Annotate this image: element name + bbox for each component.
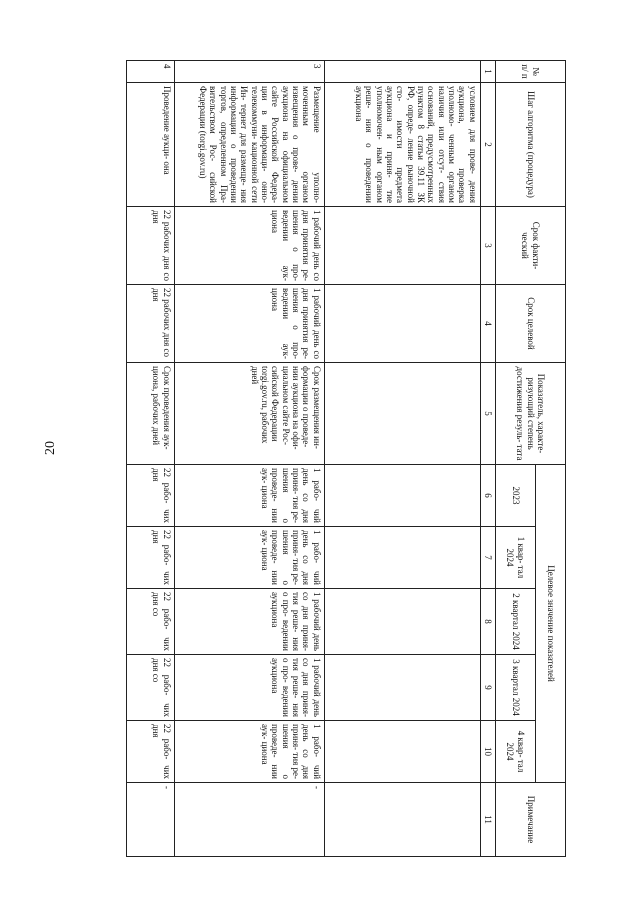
- actual-term-cell: [324, 207, 480, 285]
- value-2023-cell: [324, 465, 480, 527]
- page-number: 20: [43, 441, 58, 455]
- value-q2-cell: [324, 589, 480, 655]
- header-q4-2024: 4 квар- тал 2024: [496, 721, 536, 783]
- row-number: 4: [127, 61, 175, 83]
- target-term-cell: [324, 285, 480, 363]
- column-number: 7: [480, 527, 495, 589]
- header-indicator: Показатель, характе- ризующий степень достижения резуль- тата: [496, 363, 566, 465]
- step-cell: Проведение аукци- она: [127, 83, 175, 207]
- column-number: 5: [480, 363, 495, 465]
- column-number: 2: [480, 83, 495, 207]
- header-q2-2024: 2 квартал 2024: [496, 589, 536, 655]
- header-q3-2024: 3 квартал 2024: [496, 655, 536, 721]
- header-target-term: Срок целевой: [496, 285, 566, 363]
- column-number: 8: [480, 589, 495, 655]
- value-q2-cell: 1 рабочий день со дня приня- тия реше- ния о про- ведении аукциона: [174, 589, 324, 655]
- value-q1-cell: [324, 527, 480, 589]
- value-q1-cell: 22 рабо- чих дня: [127, 527, 175, 589]
- header-note: Примечание: [496, 783, 566, 857]
- value-2023-cell: 1 рабо- чий день со дня приня- тия ре- шения о проведе- нии аук- циона: [174, 465, 324, 527]
- column-number: 3: [480, 207, 495, 285]
- actual-term-cell: 1 рабочий день со дня принятия ре- шения о про- ведении аук- циона: [174, 207, 324, 285]
- indicator-cell: Срок проведения аук- циона, рабочих дней: [127, 363, 175, 465]
- header-number: № п/ п: [496, 61, 566, 83]
- row-number: 3: [174, 61, 324, 83]
- column-number: 6: [480, 465, 495, 527]
- column-numbers-row: [480, 61, 495, 857]
- value-q3-cell: [324, 655, 480, 721]
- column-number: 4: [480, 285, 495, 363]
- note-cell: -: [174, 783, 324, 857]
- indicator-cell: Срок размещения ин- формации о проведе- нии аукциона на офи- циальном сайте Рос- сийской Федерации torgi.gov.ru, рабочих дней: [174, 363, 324, 465]
- value-2023-cell: 22 рабо- чих дня: [127, 465, 175, 527]
- value-q4-cell: 22 рабо- чих дня: [127, 721, 175, 783]
- indicator-cell: [324, 363, 480, 465]
- value-q4-cell: [324, 721, 480, 783]
- table-row: [127, 61, 175, 857]
- actual-term-cell: 22 рабочих дня со дня: [127, 207, 175, 285]
- row-number: [324, 61, 480, 83]
- step-cell: условием для прове- дения аукциона, проверка уполномо- ченным органом наличия или отсут- ствия оснований, предусмотренных пунктом 8 статьи 39.11 ЗК РФ, опреде- ление рыночной сто- имости предмета аукциона и приня- тие уполномочен- ным органом реше- ния о проведении аукциона: [324, 83, 480, 207]
- note-cell: -: [127, 783, 175, 857]
- column-number: 1: [480, 61, 495, 83]
- table-row: [324, 61, 480, 857]
- step-cell: Размещение уполно- моченным органом извещения о прове- дении аукциона на официальном сайте Российской Федера- ции в информаци- онно-телекоммуни- кационной сети Ин- тернет для размеще- ния информации о проведении торгов, определенном Пра- вительством Рос- сийской Федерации (torgi.gov.ru): [174, 83, 324, 207]
- value-q1-cell: 1 рабо- чий день со дня приня- тия ре- шения о проведе- нии аук- циона: [174, 527, 324, 589]
- value-q2-cell: 22 рабо- чих дня со: [127, 589, 175, 655]
- value-q4-cell: 1 рабо- чий день со дня приня- тия ре- шения о проведе- нии аук- циона: [174, 721, 324, 783]
- column-number: 9: [480, 655, 495, 721]
- column-number: 11: [480, 783, 495, 857]
- table-row: [174, 61, 324, 857]
- header-target-values: Целевое значение показателей: [536, 465, 566, 783]
- header-actual-term: Срок факти- ческий: [496, 207, 566, 285]
- header-2023: 2023: [496, 465, 536, 527]
- algorithm-table: [126, 60, 566, 857]
- column-number: 10: [480, 721, 495, 783]
- value-q3-cell: 22 рабо- чих дня со: [127, 655, 175, 721]
- note-cell: [324, 783, 480, 857]
- target-term-cell: 1 рабочий день со дня принятия ре- шения о про- ведении аук- циона: [174, 285, 324, 363]
- value-q3-cell: 1 рабочий день со дня приня- тия реше- ния о про- ведении аукциона: [174, 655, 324, 721]
- target-term-cell: 22 рабочих дня со дня: [127, 285, 175, 363]
- header-q1-2024: 1 квар- тал 2024: [496, 527, 536, 589]
- document-table-container: [126, 60, 566, 856]
- header-step: Шаг алгоритма (процедура): [496, 83, 566, 207]
